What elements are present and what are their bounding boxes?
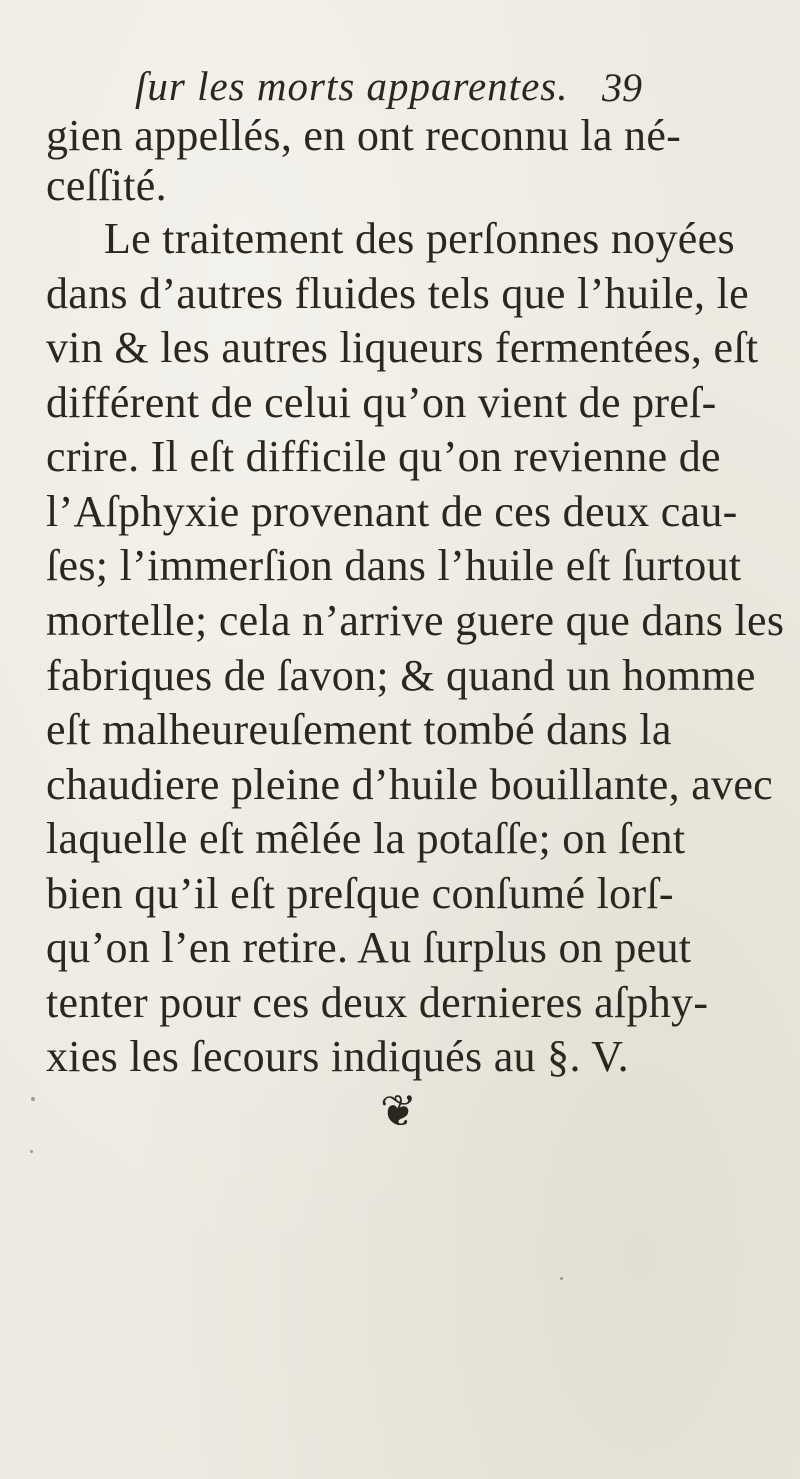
paper-speck [30, 1150, 33, 1153]
tailpiece-ornament-icon: ❦ [380, 1086, 417, 1137]
text-line: gien appellés, en ont reconnu la né- [46, 111, 682, 160]
text-line: l’Aſphyxie provenant de ces deux cau- [46, 487, 738, 536]
text-line: bien qu’il eſt preſque conſumé lorſ- [46, 869, 674, 918]
text-line: Le traitement des perſonnes noyées [104, 214, 735, 263]
text-line: laquelle eſt mêlée la potaſſe; on ſent [46, 814, 686, 863]
paper-speck [560, 1277, 563, 1280]
text-line: tenter pour ces deux dernieres aſphy- [46, 978, 709, 1027]
text-line: fabriques de ſavon; & quand un homme [46, 651, 756, 700]
text-line: ceſſité. [46, 161, 167, 210]
text-line: chaudiere pleine d’huile bouillante, avec [46, 760, 773, 809]
text-line: xies les ſecours indiqués au §. V. [46, 1032, 629, 1081]
text-line: eſt malheureuſement tombé dans la [46, 705, 672, 754]
text-line: différent de celui qu’on vient de preſ- [46, 378, 717, 427]
paper-speck [31, 1097, 35, 1101]
text-line: qu’on l’en retire. Au ſurplus on peut [46, 923, 692, 972]
text-line: ſes; l’immerſion dans l’huile eſt ſurtout [46, 541, 742, 590]
page-number: 39 [602, 65, 642, 110]
text-line: vin & les autres liqueurs fermentées, eſt [46, 323, 759, 372]
text-line: dans d’autres fluides tels que l’huile, le [46, 269, 749, 318]
text-line: mortelle; cela n’arrive guere que dans les [46, 596, 785, 645]
running-title: ſur les morts apparentes. [135, 63, 569, 109]
text-line: crire. Il eſt difficile qu’on revienne de [46, 432, 721, 481]
